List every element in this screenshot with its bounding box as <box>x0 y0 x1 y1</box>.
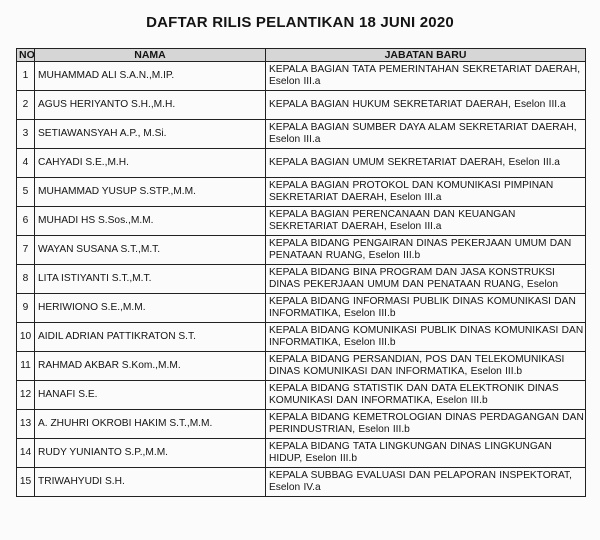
table-row <box>17 323 586 352</box>
document-title: DAFTAR RILIS PELANTIKAN 18 JUNI 2020 <box>146 14 454 31</box>
row-name: RAHMAD AKBAR S.Kom.,M.M. <box>35 352 266 381</box>
row-number: 8 <box>17 265 35 294</box>
table-row <box>17 468 586 497</box>
row-position-cell <box>266 468 586 497</box>
row-name: RUDY YUNIANTO S.P.,M.M. <box>35 439 266 468</box>
table-row <box>17 149 586 178</box>
header-nama: NAMA <box>35 49 266 62</box>
row-number: 10 <box>17 323 35 352</box>
table-row <box>17 294 586 323</box>
row-number: 7 <box>17 236 35 265</box>
table-row <box>17 265 586 294</box>
table-row <box>17 381 586 410</box>
table-row <box>17 207 586 236</box>
row-position-cell <box>266 294 586 323</box>
table-row <box>17 352 586 381</box>
row-position-cell <box>266 149 586 178</box>
row-name: AGUS HERIYANTO S.H.,M.H. <box>35 91 266 120</box>
row-position: KEPALA BIDANG STATISTIK DAN DATA ELEKTRONIK DINAS KOMUNIKASI DAN INFORMATIKA, Eselon III.b <box>269 383 559 406</box>
table-row <box>17 120 586 149</box>
row-position: KEPALA BAGIAN TATA PEMERINTAHAN SEKRETARIAT DAERAH, Eselon III.a <box>269 64 581 87</box>
row-number: 15 <box>17 468 35 497</box>
row-number: 14 <box>17 439 35 468</box>
appointment-table <box>16 48 586 497</box>
row-position-cell <box>266 265 586 294</box>
table-row <box>17 236 586 265</box>
table-row <box>17 91 586 120</box>
row-number: 9 <box>17 294 35 323</box>
row-name: WAYAN SUSANA S.T.,M.T. <box>35 236 266 265</box>
row-number: 4 <box>17 149 35 178</box>
row-position: KEPALA BIDANG BINA PROGRAM DAN JASA KONSTRUKSI DINAS PEKERJAAN UMUM DAN PENATAAN RUANG, Eselon <box>269 267 559 290</box>
header-no: NO <box>17 49 35 62</box>
row-position-cell <box>266 381 586 410</box>
row-number: 13 <box>17 410 35 439</box>
table-row <box>17 178 586 207</box>
row-position: KEPALA BIDANG KEMETROLOGIAN DINAS PERDAGANGAN DAN PERINDUSTRIAN, Eselon III.b <box>269 412 584 435</box>
row-position-cell <box>266 91 586 120</box>
row-name: MUHAMMAD YUSUP S.STP.,M.M. <box>35 178 266 207</box>
table-row <box>17 439 586 468</box>
row-position-cell <box>266 439 586 468</box>
row-name: AIDIL ADRIAN PATTIKRATON S.T. <box>35 323 266 352</box>
row-number: 3 <box>17 120 35 149</box>
row-number: 1 <box>17 62 35 91</box>
header-jabatan: JABATAN BARU <box>266 49 586 62</box>
row-name: MUHAMMAD ALI S.A.N.,M.IP. <box>35 62 266 91</box>
row-position: KEPALA BIDANG PENGAIRAN DINAS PEKERJAAN UMUM DAN PENATAAN RUANG, Eselon III.b <box>269 238 572 261</box>
row-position-cell <box>266 323 586 352</box>
row-position: KEPALA BIDANG INFORMASI PUBLIK DINAS KOMUNIKASI DAN INFORMATIKA, Eselon III.b <box>269 296 576 319</box>
row-number: 11 <box>17 352 35 381</box>
row-name: MUHADI HS S.Sos.,M.M. <box>35 207 266 236</box>
row-name: HANAFI S.E. <box>35 381 266 410</box>
row-position-cell <box>266 410 586 439</box>
row-position: KEPALA BIDANG KOMUNIKASI PUBLIK DINAS KOMUNIKASI DAN INFORMATIKA, Eselon III.b <box>269 325 584 348</box>
row-name: SETIAWANSYAH A.P., M.Si. <box>35 120 266 149</box>
table-row <box>17 62 586 91</box>
row-name: A. ZHUHRI OKROBI HAKIM S.T.,M.M. <box>35 410 266 439</box>
row-number: 6 <box>17 207 35 236</box>
row-position-cell <box>266 178 586 207</box>
row-position-cell <box>266 207 586 236</box>
row-position-cell <box>266 352 586 381</box>
row-position: KEPALA BAGIAN HUKUM SEKRETARIAT DAERAH, Eselon III.a <box>269 99 566 110</box>
table-header-row <box>17 49 586 62</box>
table-body <box>17 62 586 497</box>
row-position-cell <box>266 62 586 91</box>
row-position: KEPALA BIDANG PERSANDIAN, POS DAN TELEKOMUNIKASI DINAS KOMUNIKASI DAN INFORMATIKA, Eselon III.b <box>269 354 565 377</box>
row-position: KEPALA BIDANG TATA LINGKUNGAN DINAS LINGKUNGAN HIDUP, Eselon III.b <box>269 441 552 464</box>
row-position-cell <box>266 120 586 149</box>
row-number: 2 <box>17 91 35 120</box>
row-position: KEPALA BAGIAN PROTOKOL DAN KOMUNIKASI PIMPINAN SEKRETARIAT DAERAH, Eselon III.a <box>269 180 554 203</box>
row-number: 5 <box>17 178 35 207</box>
table-row <box>17 410 586 439</box>
row-number: 12 <box>17 381 35 410</box>
row-name: CAHYADI S.E.,M.H. <box>35 149 266 178</box>
row-name: LITA ISTIYANTI S.T.,M.T. <box>35 265 266 294</box>
row-position: KEPALA SUBBAG EVALUASI DAN PELAPORAN INSPEKTORAT, Eselon IV.a <box>269 470 572 493</box>
row-position-cell <box>266 236 586 265</box>
row-name: HERIWIONO S.E.,M.M. <box>35 294 266 323</box>
row-name: TRIWAHYUDI S.H. <box>35 468 266 497</box>
row-position: KEPALA BAGIAN PERENCANAAN DAN KEUANGAN SEKRETARIAT DAERAH, Eselon III.a <box>269 209 516 232</box>
row-position: KEPALA BAGIAN UMUM SEKRETARIAT DAERAH, Eselon III.a <box>269 157 560 168</box>
row-position: KEPALA BAGIAN SUMBER DAYA ALAM SEKRETARIAT DAERAH, Eselon III.a <box>269 122 577 145</box>
